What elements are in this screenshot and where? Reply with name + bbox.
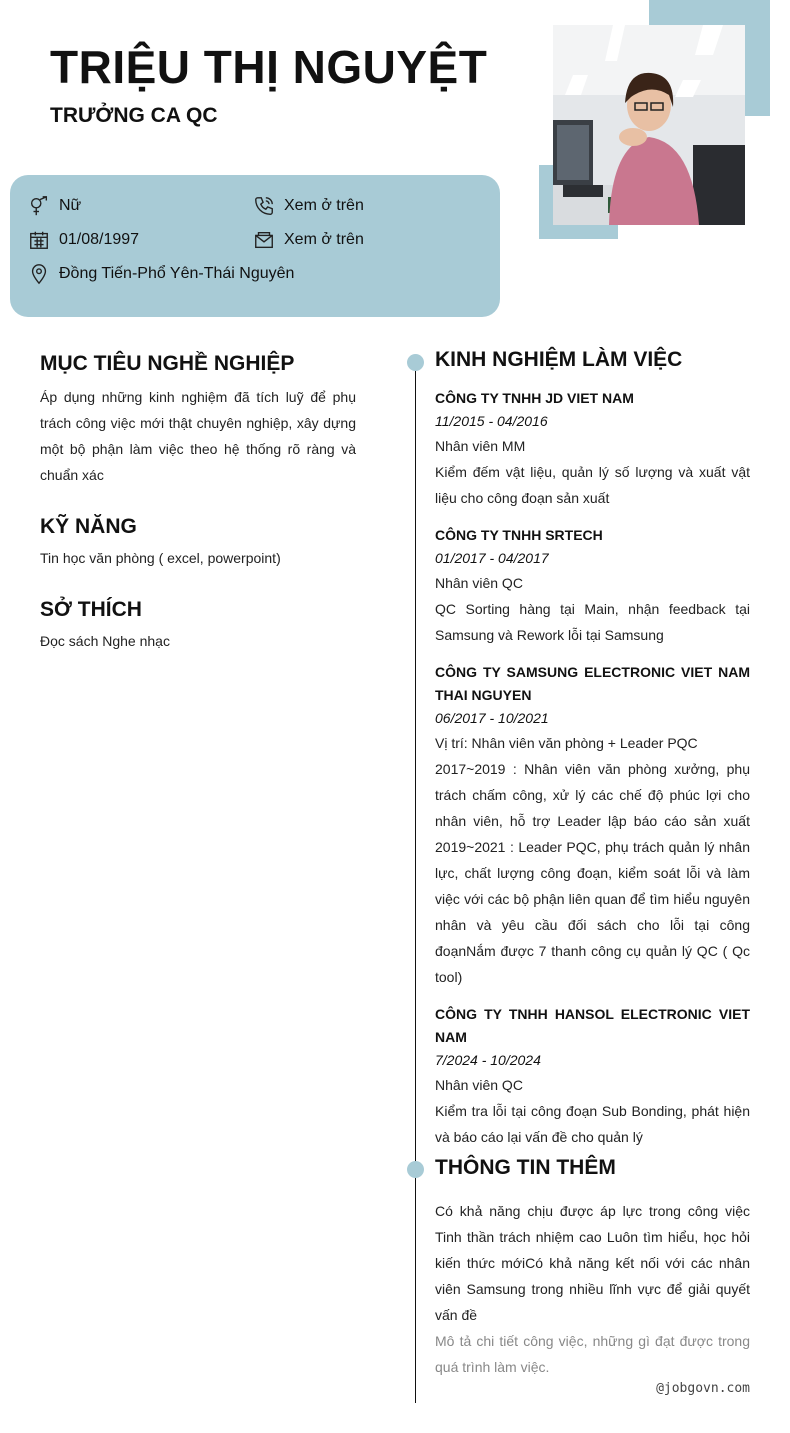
job-role: Nhân viên QC <box>435 1077 523 1093</box>
gender-icon <box>28 195 50 217</box>
envelope-icon <box>253 229 275 251</box>
location-pin-icon <box>28 263 50 285</box>
objective-heading: MỤC TIÊU NGHỀ NGHIỆP <box>40 352 295 375</box>
job-entry <box>435 1003 750 1150</box>
phone-value: Xem ở trên <box>284 197 364 214</box>
candidate-title: TRƯỞNG CA QC <box>50 104 218 127</box>
job-entry <box>435 524 750 648</box>
job-role: Nhân viên MM <box>435 438 526 454</box>
job-period: 01/2017 - 04/2017 <box>435 550 549 566</box>
additional-placeholder: Mô tả chi tiết công việc, những gì đạt được trong quá trình làm việc. <box>435 1333 750 1375</box>
job-company: CÔNG TY TNHH HANSOL ELECTRONIC VIET NAM <box>435 1006 750 1045</box>
email-row <box>253 229 364 251</box>
job-role: Nhân viên QC <box>435 575 523 591</box>
job-company: CÔNG TY TNHH SRTECH <box>435 527 603 543</box>
skills-heading: KỸ NĂNG <box>40 515 137 538</box>
hobbies-text: Đọc sách Nghe nhạc <box>40 633 170 649</box>
skills-text: Tin học văn phòng ( excel, powerpoint) <box>40 550 281 566</box>
timeline-dot-additional <box>407 1161 424 1178</box>
job-entry <box>435 387 750 511</box>
job-period: 11/2015 - 04/2016 <box>435 413 548 429</box>
additional-text: Có khả năng chịu được áp lực trong công việc Tinh thần trách nhiệm cao Luôn tìm hiểu, học hỏi kiến thức mớiCó khả năng kết nối với các nhân viên Samsung trong nhiều lĩnh vực để giải quyết vấn đề <box>435 1203 750 1323</box>
job-description: Kiểm đếm vật liệu, quản lý số lượng và xuất vật liệu cho công đoạn sản xuất <box>435 464 750 506</box>
objective-text: Áp dụng những kinh nghiệm đã tích luỹ để phụ trách công việc mới thật chuyên nghiệp, xây dựng một bộ phận làm việc theo hệ thống rõ ràng và chuẩn xác <box>40 389 356 483</box>
address-value: Đồng Tiến-Phổ Yên-Thái Nguyên <box>59 265 295 282</box>
birthdate-row <box>28 229 139 251</box>
address-row <box>28 263 294 285</box>
job-period: 06/2017 - 10/2021 <box>435 710 549 726</box>
job-company: CÔNG TY TNHH JD VIET NAM <box>435 390 634 406</box>
experience-section <box>435 348 750 1163</box>
gender-value: Nữ <box>59 197 82 214</box>
experience-heading: KINH NGHIỆM LÀM VIỆC <box>435 348 683 371</box>
phone-icon <box>253 195 275 217</box>
job-entry <box>435 661 750 990</box>
job-period: 7/2024 - 10/2024 <box>435 1052 541 1068</box>
calendar-icon <box>28 229 50 251</box>
job-description: QC Sorting hàng tại Main, nhận feedback tại Samsung và Rework lỗi tại Samsung <box>435 601 750 643</box>
birthdate-value: 01/08/1997 <box>59 231 140 248</box>
gender-row <box>28 195 81 217</box>
left-column <box>40 352 356 654</box>
candidate-name: TRIỆU THỊ NGUYỆT <box>50 41 488 93</box>
personal-info-panel <box>10 175 500 317</box>
hobbies-heading: SỞ THÍCH <box>40 598 142 621</box>
additional-info-section <box>435 1156 750 1380</box>
timeline-line <box>415 362 416 1403</box>
email-value: Xem ở trên <box>284 231 364 248</box>
site-watermark: @jobgovn.com <box>656 1381 750 1396</box>
job-description: Kiểm tra lỗi tại công đoạn Sub Bonding, phát hiện và báo cáo lại vấn đề cho quản lý <box>435 1103 750 1145</box>
phone-row <box>253 195 364 217</box>
timeline-dot-experience <box>407 354 424 371</box>
job-company: CÔNG TY SAMSUNG ELECTRONIC VIET NAM THAI NGUYEN <box>435 664 750 703</box>
profile-photo <box>553 25 745 225</box>
job-role: Vị trí: Nhân viên văn phòng + Leader PQC <box>435 735 698 751</box>
additional-heading: THÔNG TIN THÊM <box>435 1156 616 1179</box>
job-description: 2017~2019 : Nhân viên văn phòng xưởng, phụ trách chấm công, xử lý các chế độ phúc lợi cho nhân viên, hỗ trợ Leader lập báo cáo sản xuất 2019~2021 : Leader PQC, phụ trách quản lý nhân lực, chất lượng công đoạn, kiểm soát lỗi và làm việc với các bộ phận liên quan để tìm hiểu nguyên nhân và yêu cầu đối sách cho lỗi tại công đoạnNắm được 7 thanh công cụ quản lý QC ( Qc tool) <box>435 761 750 985</box>
